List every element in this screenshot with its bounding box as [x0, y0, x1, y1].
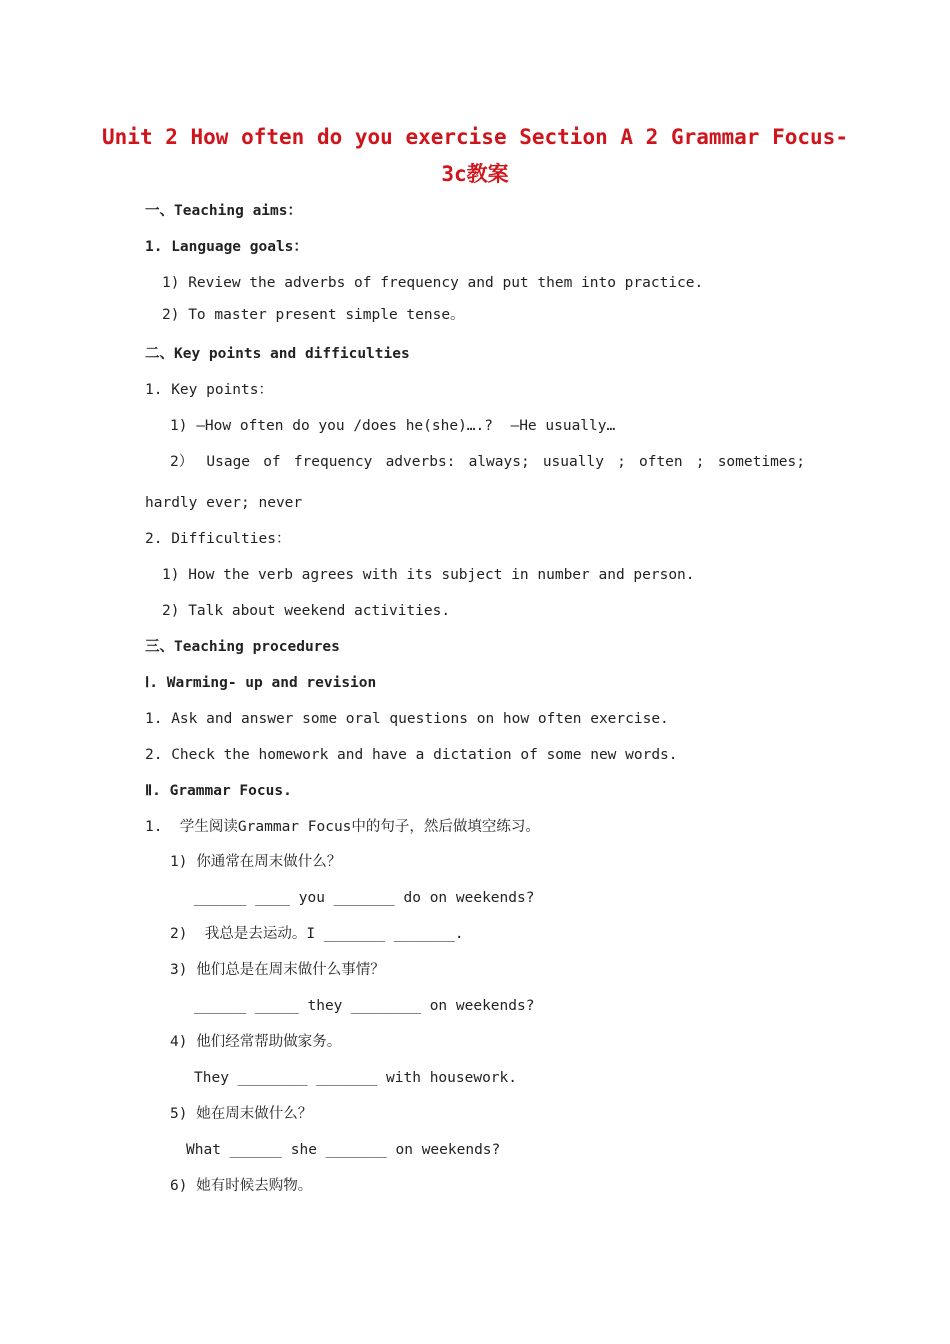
key-point-2-word: usually [542, 454, 604, 470]
exercise-2: 2) 我总是去运动。I _______ _______. [170, 926, 464, 942]
language-goal-2: 2) To master present simple tense。 [162, 307, 465, 323]
section-key-points-heading: 二、Key points and difficulties [145, 346, 410, 362]
section-procedures-heading: 三、Teaching procedures [145, 639, 340, 655]
grammar-focus-heading: Ⅱ. Grammar Focus. [145, 783, 292, 799]
key-points-heading: 1. Key points： [145, 382, 273, 398]
key-point-2-word: frequency [293, 454, 373, 470]
section-teaching-aims-heading: 一、Teaching aims： [145, 203, 302, 219]
key-point-2-word: Usage [206, 454, 251, 470]
exercise-3-blank: ______ _____ they ________ on weekends? [194, 998, 535, 1014]
exercise-6-chinese: 6) 她有时候去购物。 [170, 1178, 313, 1194]
key-point-2-word: always; [468, 454, 530, 470]
warming-up-item-2: 2. Check the homework and have a dictation of some new words. [145, 747, 678, 763]
exercise-1-blank: ______ ____ you _______ do on weekends? [194, 890, 535, 906]
grammar-focus-item-1: 1. 学生阅读Grammar Focus中的句子，然后做填空练习。 [145, 819, 540, 835]
exercise-5-chinese: 5) 她在周末做什么？ [170, 1106, 313, 1122]
exercise-4-blank: They ________ _______ with housework. [194, 1070, 518, 1086]
key-point-2-word: of [263, 454, 281, 470]
key-point-2-continued: hardly ever; never [145, 495, 303, 511]
difficulty-2: 2) Talk about weekend activities. [162, 603, 451, 619]
language-goals-heading: 1. Language goals： [145, 239, 308, 255]
key-point-2-word: ; [695, 454, 705, 470]
warming-up-item-1: 1. Ask and answer some oral questions on how often exercise. [145, 711, 669, 727]
doc-title-line1: Unit 2 How often do you exercise Section A 2 Grammar Focus- [102, 125, 848, 149]
key-point-2-word: sometimes; [717, 454, 805, 470]
exercise-5-blank: What ______ she _______ on weekends? [186, 1142, 501, 1158]
exercise-4-chinese: 4) 他们经常帮助做家务。 [170, 1034, 342, 1050]
key-point-2-word: 2） [170, 454, 194, 470]
key-point-1: 1) —How often do you /does he(she)….? —He usually… [170, 418, 616, 434]
key-point-2 [170, 452, 805, 472]
key-point-2-word: often [638, 454, 683, 470]
exercise-3-chinese: 3) 他们总是在周末做什么事情？ [170, 962, 385, 978]
difficulties-heading: 2. Difficulties： [145, 531, 291, 547]
language-goal-1: 1) Review the adverbs of frequency and put them into practice. [162, 275, 704, 291]
difficulty-1: 1) How the verb agrees with its subject in number and person. [162, 567, 695, 583]
exercise-1-chinese: 1) 你通常在周末做什么？ [170, 854, 342, 870]
doc-title-line2: 3c教案 [441, 162, 509, 186]
key-point-2-word: adverbs: [385, 454, 456, 470]
warming-up-heading: Ⅰ. Warming- up and revision [145, 675, 377, 691]
key-point-2-word: ; [617, 454, 626, 470]
